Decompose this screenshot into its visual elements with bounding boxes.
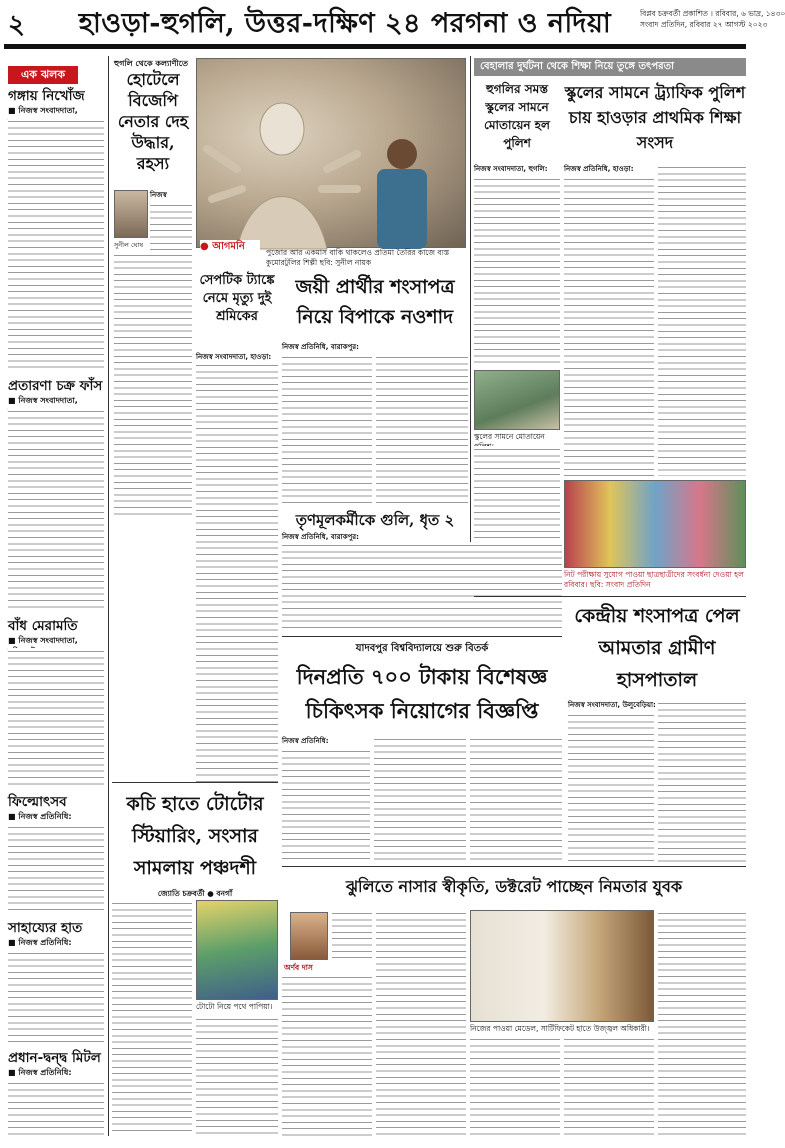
- story-byline: নিজস্ব প্রতিনিধি, বারাকপুর:: [282, 533, 359, 541]
- story-body-text: [196, 362, 278, 782]
- toto-photo: [196, 900, 278, 1000]
- hotel-story: [114, 58, 192, 174]
- story-body-text: [376, 354, 468, 504]
- section-rule: [112, 782, 278, 783]
- story-body-text: [282, 354, 372, 504]
- story-body-text: [658, 700, 746, 862]
- photo-label: [200, 240, 260, 254]
- story-byline: নিজস্ব প্রতিনিধি, হাওড়া:: [564, 165, 634, 173]
- story-byline: অর্ণব দাস: [284, 963, 313, 972]
- story-body-text: [564, 1036, 654, 1136]
- masthead-rule: [4, 44, 746, 49]
- story-body-text: [282, 748, 370, 860]
- story-kicker: যাদবপুর বিশ্ববিদ্যালয়ে শুরু বিতর্ক: [355, 643, 489, 654]
- story-headline: হোটেলে বিজেপি নেতার দেহ উদ্ধার, রহস্য: [117, 70, 189, 173]
- brief-headline: ফিল্মোৎসব: [8, 794, 67, 810]
- photo-caption: নিট পরীক্ষায় সুযোগ পাওয়া ছাত্রছাত্রীদের সংবর্ধনা দেওয়া হল রবিবার। ছবি: সংবাদ প্রতিদিন: [564, 570, 744, 589]
- story-kicker-bar: বেহালার দুর্ঘটনা থেকে শিক্ষা নিয়ে তুঙ্গে তৎপরতা: [474, 58, 746, 76]
- brief-headline: গঙ্গায় নিখোঁজ: [8, 88, 85, 104]
- jadavpur-headline: দিনপ্রতি ৭০০ টাকায় বিশেষজ্ঞ চিকিৎসক নিয়োগের বিজ্ঞপ্তি: [296, 664, 548, 723]
- page-title: হাওড়া-হুগলি, উত্তর-দক্ষিণ ২৪ পরগনা ও নদিয়া: [78, 8, 612, 39]
- portrait-photo: [114, 190, 148, 238]
- column-rule: [470, 56, 471, 596]
- story-byline: নিজস্ব প্রতিনিধি:: [282, 737, 329, 745]
- dateline: [640, 8, 785, 30]
- section-label: এক ঝলক: [8, 66, 78, 84]
- brief-headline: প্রতারণা চক্র ফাঁস: [8, 378, 103, 394]
- brief-body-text: [8, 648, 104, 788]
- story-body-text: [658, 164, 746, 476]
- brief-pradhan: [8, 1050, 104, 1078]
- story-body-text: [474, 176, 560, 366]
- column-rule: [108, 56, 109, 1136]
- section-rule: [282, 636, 562, 637]
- photo-caption: টোটো নিয়ে পথে পাপিয়া।: [196, 1002, 273, 1011]
- bullet-icon: ●: [200, 241, 209, 252]
- hooghly-headline: হুগলির সমস্ত স্কুলের সামনে মোতায়েন হল পুলিশ: [484, 82, 550, 150]
- story-body-text: [196, 1016, 278, 1136]
- story-byline: জ্যোতি চক্রবর্তী ● বনগাঁ: [157, 889, 233, 898]
- photo-caption: নিজের পাওয়া মেডেল, সার্টিফিকেট হাতে উজ্জ্বল অধিকারী।: [470, 1024, 650, 1033]
- dateline-line: বিপ্লব চক্রবর্তী প্রকাশিত । রবিবার, ৬ ভাদ্র, ১৪৩০: [640, 9, 785, 18]
- story-byline: নিজস্ব সংবাদদাতা, উলুবেড়িয়া:: [568, 701, 656, 709]
- story-kicker: হুগলি থেকে কল্যাণীতে: [114, 58, 188, 68]
- brief-byline: ■ নিজস্ব প্রতিনিধি:: [8, 1068, 72, 1077]
- story-byline: নিজস্ব সংবাদদাতা, হাওড়া:: [196, 353, 272, 361]
- behala-headline: স্কুলের সামনে ট্র্যাফিক পুলিশ চায় হাওড়ার প্রাথমিক শিক্ষা সংসদ: [564, 83, 746, 152]
- brief-body-text: [8, 408, 104, 612]
- page-number: ২: [8, 10, 25, 40]
- story-byline: নিজস্ব: [150, 191, 167, 199]
- nasa-headline: ঝুলিতে নাসার স্বীকৃতি, ডক্টরেট পাচ্ছেন নিমতার যুবক: [345, 877, 683, 896]
- idol-photo-art: [197, 59, 467, 249]
- photo-caption: পুজোর আর একমাস বাকি থাকলেও প্রতিমা তৈরির কাজে ব্যস্ত কুমোরটুলির শিল্পী ছবি: সুনীল নায়ক: [266, 248, 450, 267]
- section-rule: [474, 596, 746, 597]
- brief-help: [8, 920, 104, 948]
- photo-caption: সুনীল ঘোষ: [114, 241, 144, 249]
- story-body-text: [282, 542, 562, 632]
- brief-byline: ■ নিজস্ব প্রতিনিধি:: [8, 812, 72, 821]
- police-photo: [474, 370, 560, 430]
- story-body-text: [282, 974, 372, 1136]
- toto-headline: কচি হাতে টোটোর স্টিয়ারিং, সংসার সামলায় পঞ্চদশী: [126, 793, 264, 879]
- brief-byline: ■ নিজস্ব প্রতিনিধি:: [8, 938, 72, 947]
- brief-film: [8, 794, 104, 822]
- story-body-text: [332, 910, 372, 960]
- story-body-text: [112, 900, 192, 1136]
- hospital-photo: [564, 480, 746, 568]
- story-body-text: [470, 1036, 560, 1136]
- story-body-text: [564, 176, 654, 476]
- story-body-text: [470, 736, 562, 860]
- story-byline: নিজস্ব প্রতিনিধি, বারাকপুর:: [282, 343, 359, 351]
- winner-headline: জয়ী প্রার্থীর শংসাপত্র নিয়ে বিপাকে নওশাদ: [295, 276, 455, 328]
- dateline-line: সংবাদ প্রতিদিন, রবিবার ২৭ আগস্ট ২০২৩: [640, 20, 768, 29]
- story-body-text: [568, 712, 654, 862]
- brief-body-text: [8, 950, 104, 1044]
- section-rule: [282, 866, 746, 867]
- portrait-photo: [290, 912, 328, 960]
- brief-headline: বাঁধ মেরামতি: [8, 618, 78, 634]
- tmc-headline: তৃণমূলকর্মীকে গুলি, ধৃত ২: [295, 511, 455, 529]
- story-body-text: [114, 252, 192, 516]
- photo-label-text: আগমনি: [212, 241, 245, 252]
- brief-body-text: [8, 824, 104, 914]
- story-body-text: [374, 736, 466, 860]
- brief-byline: ■ নিজস্ব সংবাদদাতা,: [8, 106, 78, 115]
- hospital-headline: কেন্দ্রীয় শংসাপত্র পেল আমতার গ্রামীণ হাসপাতাল: [574, 605, 740, 691]
- brief-body-text: [8, 1080, 104, 1138]
- septic-headline: সেপটিক ট্যাঙ্কে নেমে মৃত্যু দুই শ্রমিকের: [199, 273, 275, 324]
- story-body-text: [150, 202, 192, 250]
- story-byline: নিজস্ব সংবাদদাতা, হুগলি:: [474, 165, 548, 173]
- brief-headline: সাহায্যের হাত: [8, 920, 83, 936]
- story-body-text: [376, 910, 466, 1136]
- brief-body-text: [8, 118, 104, 370]
- brief-byline: ■ নিজস্ব সংবাদদাতা,: [8, 396, 78, 405]
- story-body-text: [658, 910, 746, 1136]
- photo-caption: স্কুলের সামনে মোতায়েন: [474, 432, 545, 441]
- idol-photo: [196, 58, 466, 248]
- nasa-photo: [470, 910, 654, 1022]
- brief-byline: ■ নিজস্ব সংবাদদাতা,: [8, 636, 78, 645]
- brief-headline: প্রধান-দ্বন্দ্ব মিটল: [8, 1050, 101, 1066]
